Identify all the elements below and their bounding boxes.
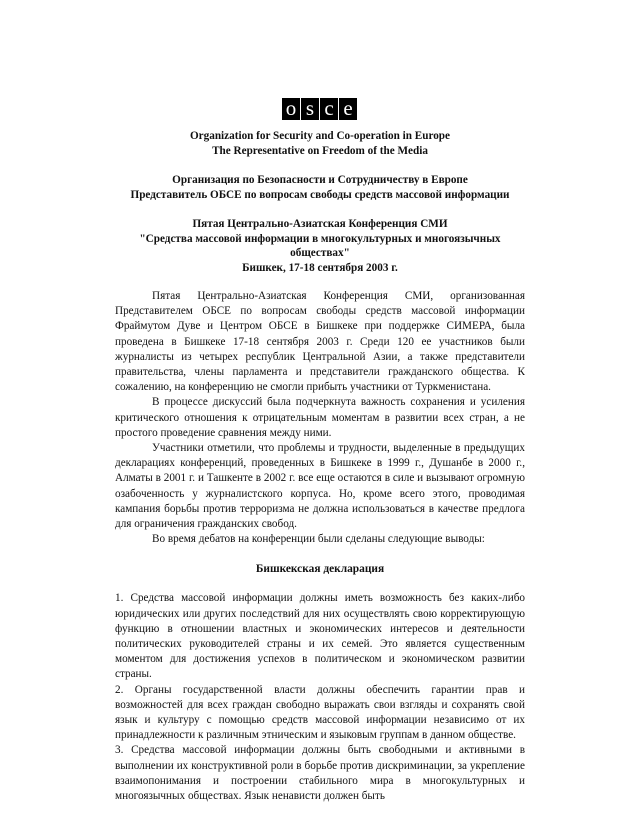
- org-name-ru: Организация по Безопасности и Сотрудничеству в Европе: [172, 174, 468, 186]
- paragraph: Во время дебатов на конференции были сделаны следующие выводы:: [152, 533, 485, 546]
- conference-date-place: Бишкек, 17-18 сентября 2003 г.: [242, 261, 398, 274]
- paragraph: В процессе дискуссий была подчеркнута важность сохранения и усиления критического отношения к отрицательным моментам в развитии всех стран, а не простого проведение сравнения между ними.: [115, 396, 525, 439]
- logo-letter: s: [301, 98, 319, 120]
- representative-en: The Representative on Freedom of the Media: [212, 144, 428, 157]
- declaration-item: 3. Средства массовой информации должны быть свободными и активными в выполнении их конструктивной роли в борьбе против дискриминации, за укрепление взаимопонимания и построении стабильного мира в многокультурных и многоязычных обществах. Язык ненависти должен быть: [115, 744, 525, 803]
- russian-header: [115, 173, 525, 202]
- conference-title: [115, 217, 525, 275]
- declaration-item: 2. Органы государственной власти должны обеспечить гарантии прав и возможностей для всех граждан свободно выражать свои взгляды и сохранять свой язык и культуру с помощью средств массовой информации независимо от их принадлежности к различным этническим и языковым группам в данном обществе.: [115, 683, 525, 742]
- logo-letter: e: [339, 98, 357, 120]
- logo-letter: c: [320, 98, 338, 120]
- declaration-item: 1. Средства массовой информации должны иметь возможность без каких-либо юридических или других последствий для них осуществлять свою корректирующую функцию в отношении властных и экономических интересов и деятельности политических руководителей страны и их семей. Это является существенным моментом для достижения успехов в политическом и экономическом развитии страны.: [115, 592, 525, 681]
- org-name-en: Organization for Security and Co-operation in Europe: [189, 130, 450, 142]
- paragraph: Пятая Центрально-Азиатская Конференция СМИ, организованная Представителем ОБСЕ по вопросам свободы средств массовой информации Фраймутом Дуве и Центром ОБСЕ в Бишкеке при поддержке СИМЕРА, была проведена в Бишкеке 17-18 сентября 2003 г. Среди 120 ее участников были журналисты из четырех республик Центральной Азии, а также представители правительства, члены парламента и представители гражданского общества. К сожалению, на конференцию не смогли прибыть участники от Туркменистана.: [115, 290, 525, 394]
- intro-text: [115, 289, 525, 547]
- conference-name: Пятая Центрально-Азиатская Конференция СМИ: [192, 218, 448, 230]
- paragraph: Участники отметили, что проблемы и трудности, выделенные в предыдущих декларациях конференций, проведенных в Бишкеке в 1999 г., Душанбе в 2000 г., Алматы в 2001 г. и Ташкенте в 2002 г. все еще остаются в силе и вызывают огромную озабоченность у журналистского корпуса. Но, кроме всего этого, проводимая кампания борьбы против терроризма не должна использоваться в качестве предлога для ограничения гражданских свобод.: [115, 442, 525, 531]
- declaration-list: [115, 591, 525, 804]
- document-page: [115, 98, 525, 804]
- declaration-title: Бишкекская декларация: [255, 563, 385, 576]
- osce-logo: [114, 98, 525, 122]
- representative-ru: Представитель ОБСЕ по вопросам свободы средств массовой информации: [130, 188, 510, 201]
- english-header: [115, 129, 525, 158]
- logo-letter: o: [282, 98, 300, 120]
- conference-theme: "Средства массовой информации в многокультурных и многоязычных обществах": [139, 232, 501, 259]
